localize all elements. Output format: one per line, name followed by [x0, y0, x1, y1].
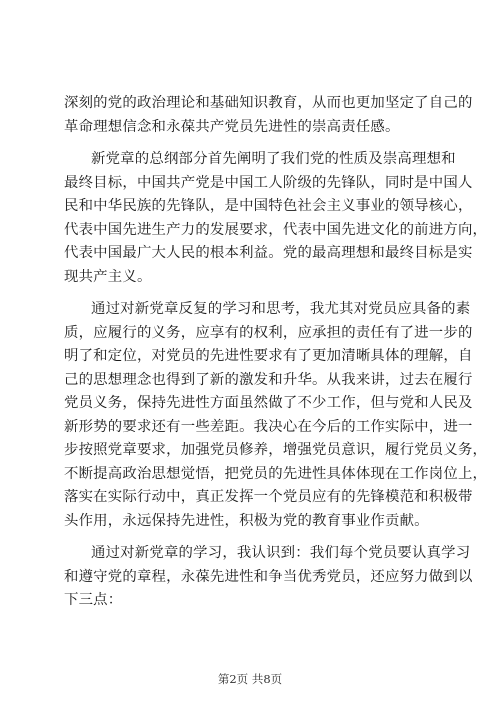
text-line: 最终目标，中国共产党是中国工人阶级的先锋队，同时是中国人 [64, 174, 473, 191]
page-number-footer: 第2页 共8页 [217, 672, 283, 686]
text-line: 新形势的要求还有一些差距。我决心在今后的工作实际中，进一 [64, 418, 473, 435]
document-body [64, 92, 488, 613]
text-line: 民和中华民族的先锋队，是中国特色社会主义事业的领导核心， [64, 198, 473, 214]
paragraph-start-line: 通过对新党章的学习，我认识到：我们每个党员要认真学习 [91, 545, 471, 561]
text-line: 代表中国最广大人民的根本利益。党的最高理想和最终目标是实 [64, 245, 473, 261]
text-line: 落实在实际行动中，真正发挥一个党员应有的先锋模范和积极带 [64, 489, 473, 505]
text-line: 革命理想信念和永葆共产党员先进性的崇高责任感。 [64, 118, 400, 135]
text-line: 深刻的党的政治理论和基础知识教育，从而也更加坚定了自己的 [64, 95, 473, 111]
text-line: 质，应履行的义务，应享有的权利，应承担的责任有了进一步的 [64, 324, 473, 341]
text-line: 步按照党章要求，加强党员修养，增强党员意识，履行党员义务， [64, 442, 488, 458]
text-line: 党员义务，保持先进性方面虽然做了不少工作，但与党和人民及 [64, 395, 473, 411]
text-line: 和遵守党的章程，永葆先进性和争当优秀党员，还应努力做到以 [64, 568, 473, 585]
text-line: 己的思想理念也得到了新的激发和升华。从我来讲，过去在履行 [64, 371, 473, 388]
text-line: 明了和定位，对党员的先进性要求有了更加清晰具体的理解，自 [64, 348, 473, 364]
text-line: 下三点： [64, 592, 123, 608]
text-line: 代表中国先进生产力的发展要求，代表中国先进文化的前进方向， [64, 221, 488, 238]
paragraph-start-line: 通过对新党章反复的学习和思考，我尤其对党员应具备的素 [91, 301, 471, 317]
text-line: 不断提高政治思想觉悟，把党员的先进性具体体现在工作岗位上， [64, 465, 488, 482]
text-line: 现共产主义。 [64, 268, 152, 285]
text-line: 头作用，永远保持先进性，积极为党的教育事业作贡献。 [64, 512, 429, 529]
paragraph-start-line: 新党章的总纲部分首先阐明了我们党的性质及崇高理想和 [91, 151, 456, 167]
